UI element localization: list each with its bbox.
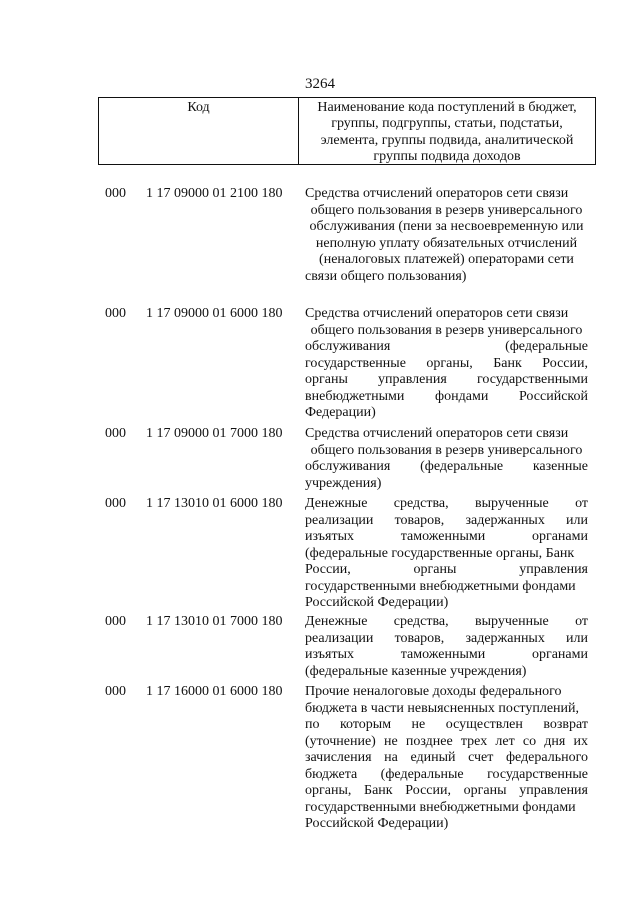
table-row xyxy=(0,614,640,684)
description-line: (неналоговых платежей) операторами сети xyxy=(319,252,574,267)
description-line: по которым не осуществлен возврат xyxy=(305,717,588,732)
table-row xyxy=(0,426,640,496)
revenue-code: 1 17 13010 01 6000 180 xyxy=(146,496,283,511)
description-line: изъятых таможенными органами xyxy=(305,529,588,544)
revenue-description xyxy=(305,614,588,680)
description-line: Российской Федерации) xyxy=(305,595,449,610)
table-header xyxy=(98,97,596,165)
description-line: органы, Банк России, органы управления xyxy=(305,783,588,798)
description-line: Средства отчислений операторов сети связи xyxy=(305,306,569,321)
table-row xyxy=(0,306,640,426)
revenue-description xyxy=(305,496,588,612)
header-code-label: Код xyxy=(187,100,210,115)
description-line: (федеральные казенные учреждения) xyxy=(305,663,527,679)
description-line: Федерации) xyxy=(305,405,376,420)
description-line: связи общего пользования) xyxy=(305,268,467,284)
revenue-code: 1 17 13010 01 7000 180 xyxy=(146,614,283,629)
revenue-code: 1 17 09000 01 7000 180 xyxy=(146,426,283,441)
admin-code: 000 xyxy=(105,426,126,441)
description-line: обслуживания (пени за несвоевременную или xyxy=(309,219,584,234)
description-line: обслуживания (федеральные xyxy=(305,339,588,354)
header-name-cell xyxy=(299,98,595,164)
table-row xyxy=(0,684,640,836)
description-line: России, органы управления xyxy=(305,562,588,577)
header-name-line: элемента, группы подвида, аналитической xyxy=(320,132,574,148)
description-line: органы управления государственными xyxy=(305,372,588,387)
description-line: Денежные средства, вырученные от xyxy=(305,496,588,511)
description-line: Денежные средства, вырученные от xyxy=(305,614,588,629)
table-row xyxy=(0,496,640,614)
admin-code: 000 xyxy=(105,186,126,201)
table-body xyxy=(0,186,640,836)
page-number: 3264 xyxy=(305,76,335,92)
description-line: обслуживания (федеральные казенные xyxy=(305,459,588,474)
header-name-line: группы, подгруппы, статьи, подстатьи, xyxy=(331,116,563,132)
description-line: Прочие неналоговые доходы федерального xyxy=(305,684,562,699)
description-line: бюджета (федеральные государственные xyxy=(305,766,588,782)
revenue-description xyxy=(305,186,588,285)
description-line: неполную уплату обязательных отчислений xyxy=(315,235,578,251)
header-name-line: группы подвида доходов xyxy=(373,149,521,165)
description-line: общего пользования в резерв универсального xyxy=(310,202,583,218)
description-line: внебюджетными фондами Российской xyxy=(305,388,588,404)
description-line: Российской Федерации) xyxy=(305,816,449,831)
revenue-code: 1 17 09000 01 2100 180 xyxy=(146,186,283,201)
description-line: учреждения) xyxy=(305,475,382,491)
revenue-description xyxy=(305,684,588,833)
description-line: реализации товаров, задержанных или xyxy=(305,512,588,528)
header-name-line: Наименование кода поступлений в бюджет, xyxy=(317,100,577,115)
description-line: (уточнение) не позднее трех лет со дня их xyxy=(305,733,588,749)
admin-code: 000 xyxy=(105,684,126,699)
header-code-cell xyxy=(99,98,299,164)
description-line: государственными внебюджетными фондами xyxy=(305,799,576,815)
description-line: изъятых таможенными органами xyxy=(305,647,588,662)
description-line: реализации товаров, задержанных или xyxy=(305,630,588,646)
revenue-description xyxy=(305,306,588,422)
description-line: общего пользования в резерв универсального xyxy=(310,442,583,458)
description-line: зачисления на единый счет федерального xyxy=(305,750,588,765)
revenue-code: 1 17 16000 01 6000 180 xyxy=(146,684,283,699)
description-line: Средства отчислений операторов сети связи xyxy=(305,426,569,441)
admin-code: 000 xyxy=(105,614,126,629)
description-line: Средства отчислений операторов сети связи xyxy=(305,186,569,201)
revenue-code: 1 17 09000 01 6000 180 xyxy=(146,306,283,321)
revenue-description xyxy=(305,426,588,492)
description-line: бюджета в части невыясненных поступлений, xyxy=(305,700,580,716)
admin-code: 000 xyxy=(105,496,126,511)
description-line: государственные органы, Банк России, xyxy=(305,355,588,371)
description-line: государственными внебюджетными фондами xyxy=(305,578,576,594)
description-line: общего пользования в резерв универсального xyxy=(310,322,583,338)
table-row xyxy=(0,186,640,306)
description-line: (федеральные государственные органы, Банк xyxy=(305,545,575,561)
admin-code: 000 xyxy=(105,306,126,321)
